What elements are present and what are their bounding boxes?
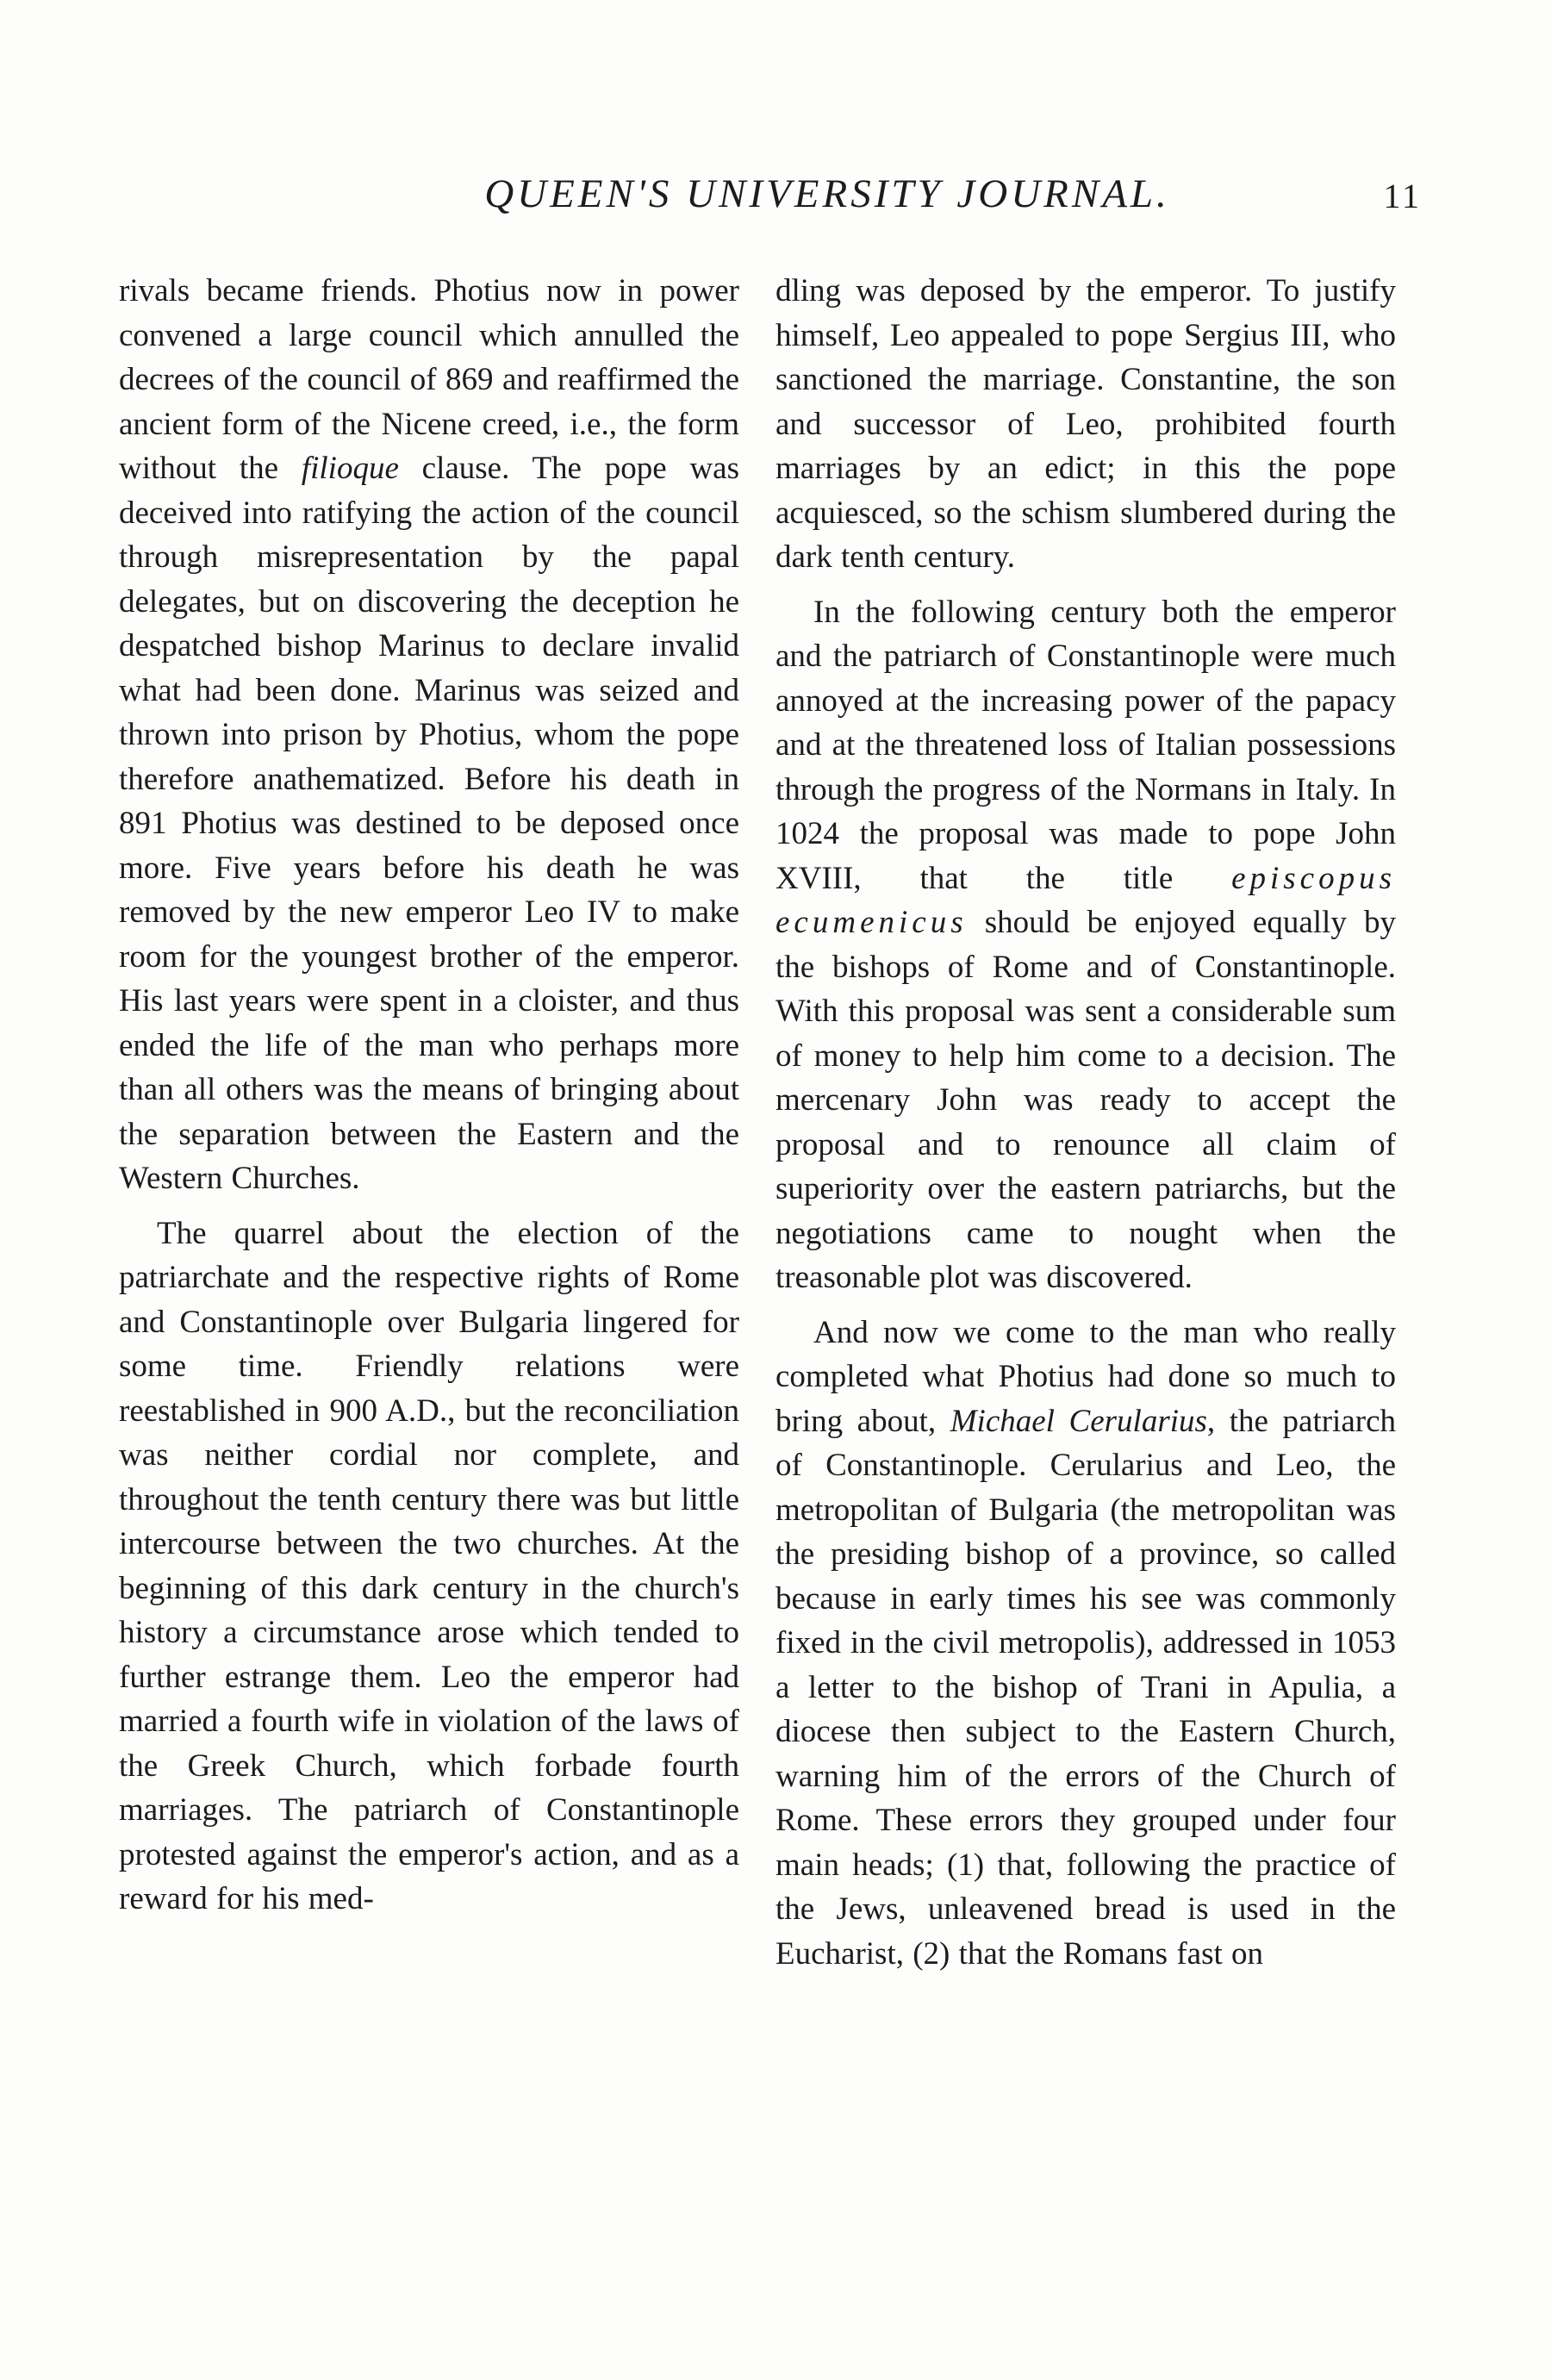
left-paragraph-1-text-b: clause. The pope was deceived into ratifying the action of the council through misrepresentation by the papal delegates, but on discovering the deception he despatched bishop Marinus to declare invalid what had been done. Marinus was seized and thrown into prison by Photius, whom the pope therefore anathematized. Before his death in 891 Photius was destined to be deposed once more. Five years before his death he was removed by the new emperor Leo IV to make room for the youngest brother of the emperor. His last years were spent in a cloister, and thus ended the life of the man who perhaps more than all others was the means of bringing about the separation between the Eastern and the Western Churches. xyxy=(119,451,740,1196)
left-paragraph-1-italic: filioque xyxy=(301,451,399,486)
right-column xyxy=(776,269,1396,1976)
right-paragraph-2-text-a: In the following century both the emperor and the patriarch of Constantinople were much annoyed at the increasing power of the papacy and at the threatened loss of Italian possessions through the progress of the Normans in Italy. In 1024 the proposal was made to pope John XVIII, that the title xyxy=(776,594,1396,896)
left-column xyxy=(119,269,739,1922)
running-head-title: QUEEN'S UNIVERSITY JOURNAL. xyxy=(484,171,1170,216)
right-paragraph-2-text-b: should be enjoyed equally by the bishops of Rome and of Constantinople. With this proposal was sent a considerable sum of money to help him come to a decision. The mercenary John was ready to accept the proposal and to renounce all claim of superiority over the eastern patriarchs, but the negotiations came to nought when the treasonable plot was discovered. xyxy=(776,905,1396,1295)
right-paragraph-2 xyxy=(776,590,1396,1300)
right-paragraph-3-text-b: , the patriarch of Constantinople. Cerularius and Leo, the metropolitan of Bulgaria (the metropolitan was the presiding bishop of a province, so called because in early times his see was commonly fixed in the civil metropolis), addressed in 1053 a letter to the bishop of Trani in Apulia, a diocese then subject to the Eastern Church, warning him of the errors of the Church of Rome. These errors they grouped under four main heads; (1) that, following the practice of the Jews, unleavened bread is used in the Eucharist, (2) that the Romans fast on xyxy=(776,1403,1396,1972)
right-paragraph-1: dling was deposed by the emperor. To justify himself, Leo appealed to pope Sergius III, who sanctioned the marriage. Constantine, the son and successor of Leo, prohibited fourth marriages by an edict; in this the pope acquiesced, so the schism slumbered during the dark tenth century. xyxy=(776,273,1396,575)
left-paragraph-2: The quarrel about the election of the patriarchate and the respective rights of Rome and Constantinople over Bulgaria lingered for some time. Friendly relations were reestablished in 900 A.D., but the reconciliation was neither cordial nor complete, and throughout the tenth century there was but little intercourse between the two churches. At the beginning of this dark century in the church's history a circumstance arose which tended to further estrange them. Leo the emperor had married a fourth wife in violation of the laws of the Greek Church, which forbade fourth marriages. The patriarch of Constantinople protested against the emperor's action, and as a reward for his med- xyxy=(119,1215,739,1916)
right-paragraph-3-italic: Michael Cerularius xyxy=(950,1403,1207,1439)
left-paragraph-1-text-a: rivals became friends. Photius now in power convened a large council which annulled the decrees of the council of 869 and reaffirmed the ancient form of the Nicene creed, i.e., the form without the xyxy=(119,273,739,486)
page-header xyxy=(112,168,1422,228)
left-paragraph-1 xyxy=(119,269,739,1201)
right-paragraph-2-italic: episcopus ecumenicus xyxy=(776,860,1396,940)
right-paragraph-3 xyxy=(776,1311,1396,1977)
right-paragraph-3-text-a: And now we come to the man who really completed what Photius had done so much to bring about, xyxy=(776,1314,1396,1439)
page-number: 11 xyxy=(1383,177,1422,215)
